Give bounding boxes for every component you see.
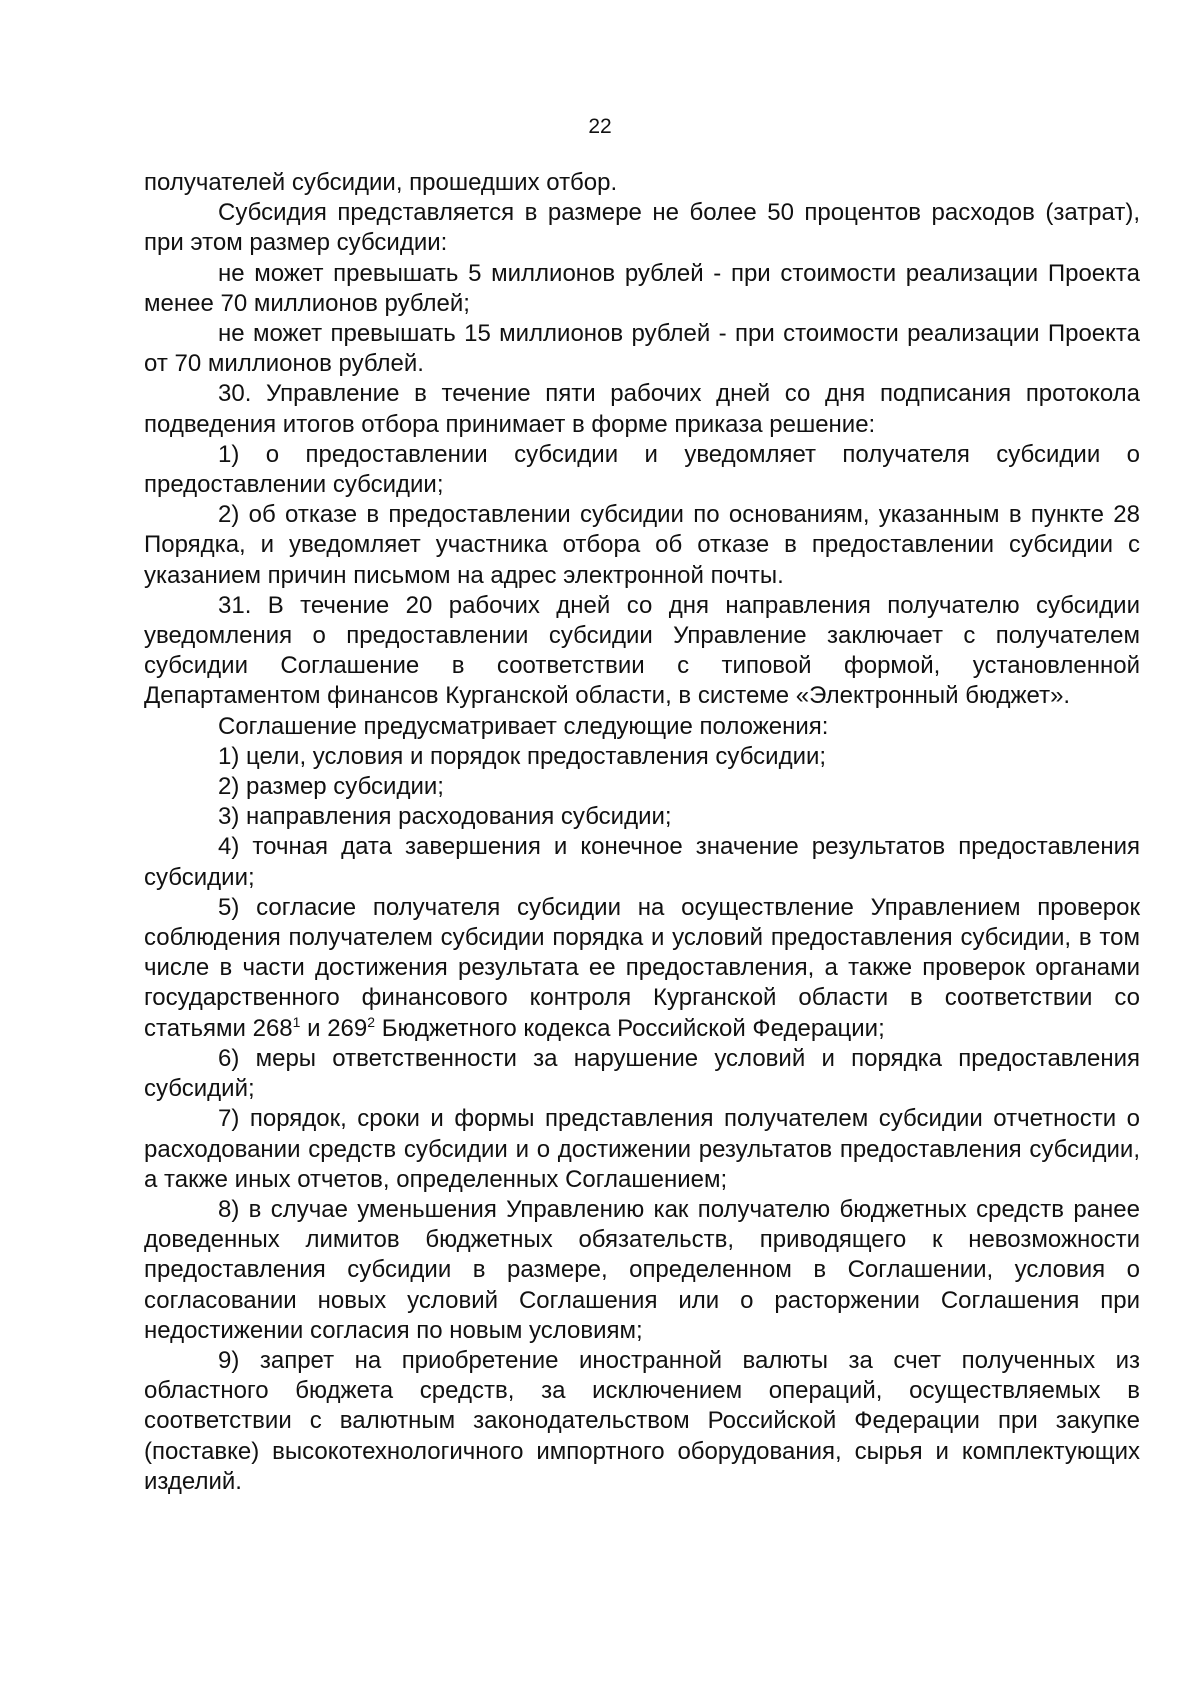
paragraph-provision-2: 2) размер субсидии;	[218, 773, 444, 801]
paragraph-provision-5	[144, 893, 1140, 1044]
paragraph-clause-31: 31. В течение 20 рабочих дней со дня направления получателю субсидии уведомления о предоставлении субсидии Управление заключает с получателем субсидии Соглашение в соответствии с типовой формой, установленной Департаментом финансов Курганской области, в системе «Электронный бюджет».	[144, 591, 1140, 710]
paragraph-provision-6: 6) меры ответственности за нарушение условий и порядка предоставления субсидий;	[144, 1044, 1140, 1103]
provision-5-text-c: Бюджетного кодекса Российской Федерации;	[375, 1014, 885, 1042]
paragraph-clause-30: 30. Управление в течение пяти рабочих дней со дня подписания протокола подведения итогов отбора принимает в форме приказа решение:	[144, 380, 1140, 438]
page-number: 22	[588, 115, 612, 138]
document-body	[144, 168, 1140, 1497]
paragraph-provision-7: 7) порядок, сроки и формы представления получателем субсидии отчетности о расходовании средств субсидии и о достижении результатов предоставления субсидии, а также иных отчетов, определенных Соглашением;	[144, 1105, 1140, 1193]
paragraph-provision-3: 3) направления расходования субсидии;	[218, 803, 672, 831]
provision-5-text-b: и 269	[300, 1014, 368, 1042]
paragraph-agreement-provisions: Соглашение предусматривает следующие положения:	[218, 712, 829, 740]
paragraph-continuation: получателей субсидии, прошедших отбор.	[144, 169, 618, 196]
paragraph-subsidy-size: Субсидия представляется в размере не более 50 процентов расходов (затрат), при этом размер субсидии:	[144, 199, 1140, 257]
superscript-article-268: 1	[292, 1013, 301, 1030]
paragraph-provision-1: 1) цели, условия и порядок предоставления субсидии;	[218, 742, 827, 770]
paragraph-provision-9: 9) запрет на приобретение иностранной валюты за счет полученных из областного бюджета средств, за исключением операций, осуществляемых в соответствии с валютным законодательством Российской Федерации при закупке (поставке) высокотехнологичного импортного оборудования, сырья и комплектующих изделий.	[144, 1346, 1140, 1495]
paragraph-provision-4: 4) точная дата завершения и конечное значение результатов предоставления субсидии;	[144, 833, 1140, 891]
paragraph-clause-30-item-1: 1) о предоставлении субсидии и уведомляет получателя субсидии о предоставлении субсидии;	[144, 440, 1140, 499]
paragraph-provision-8: 8) в случае уменьшения Управлению как получателю бюджетных средств ранее доведенных лимитов бюджетных обязательств, приводящего к невозможности предоставления субсидии в размере, определенном в Соглашении, условия о согласовании новых условий Соглашения или о расторжении Соглашения при недостижении согласия по новым условиям;	[144, 1195, 1140, 1344]
paragraph-clause-30-item-2: 2) об отказе в предоставлении субсидии по основаниям, указанным в пункте 28 Порядка, и уведомляет участника отбора об отказе в предоставлении субсидии с указанием причин письмом на адрес электронной почты.	[144, 501, 1140, 589]
paragraph-limit-15m: не может превышать 15 миллионов рублей - при стоимости реализации Проекта от 70 миллионов рублей.	[144, 320, 1140, 378]
superscript-article-269: 2	[367, 1013, 376, 1030]
provision-5-text-a: 5) согласие получателя субсидии на осуществление Управлением проверок соблюдения получателем субсидии порядка и условий предоставления субсидии, в том числе в части достижения результата ее предоставления, а также проверок органами государственного финансового контроля Курганской области в соответствии со статьями 268	[144, 893, 1140, 1042]
paragraph-limit-5m: не может превышать 5 миллионов рублей - при стоимости реализации Проекта менее 70 миллионов рублей;	[144, 259, 1140, 317]
